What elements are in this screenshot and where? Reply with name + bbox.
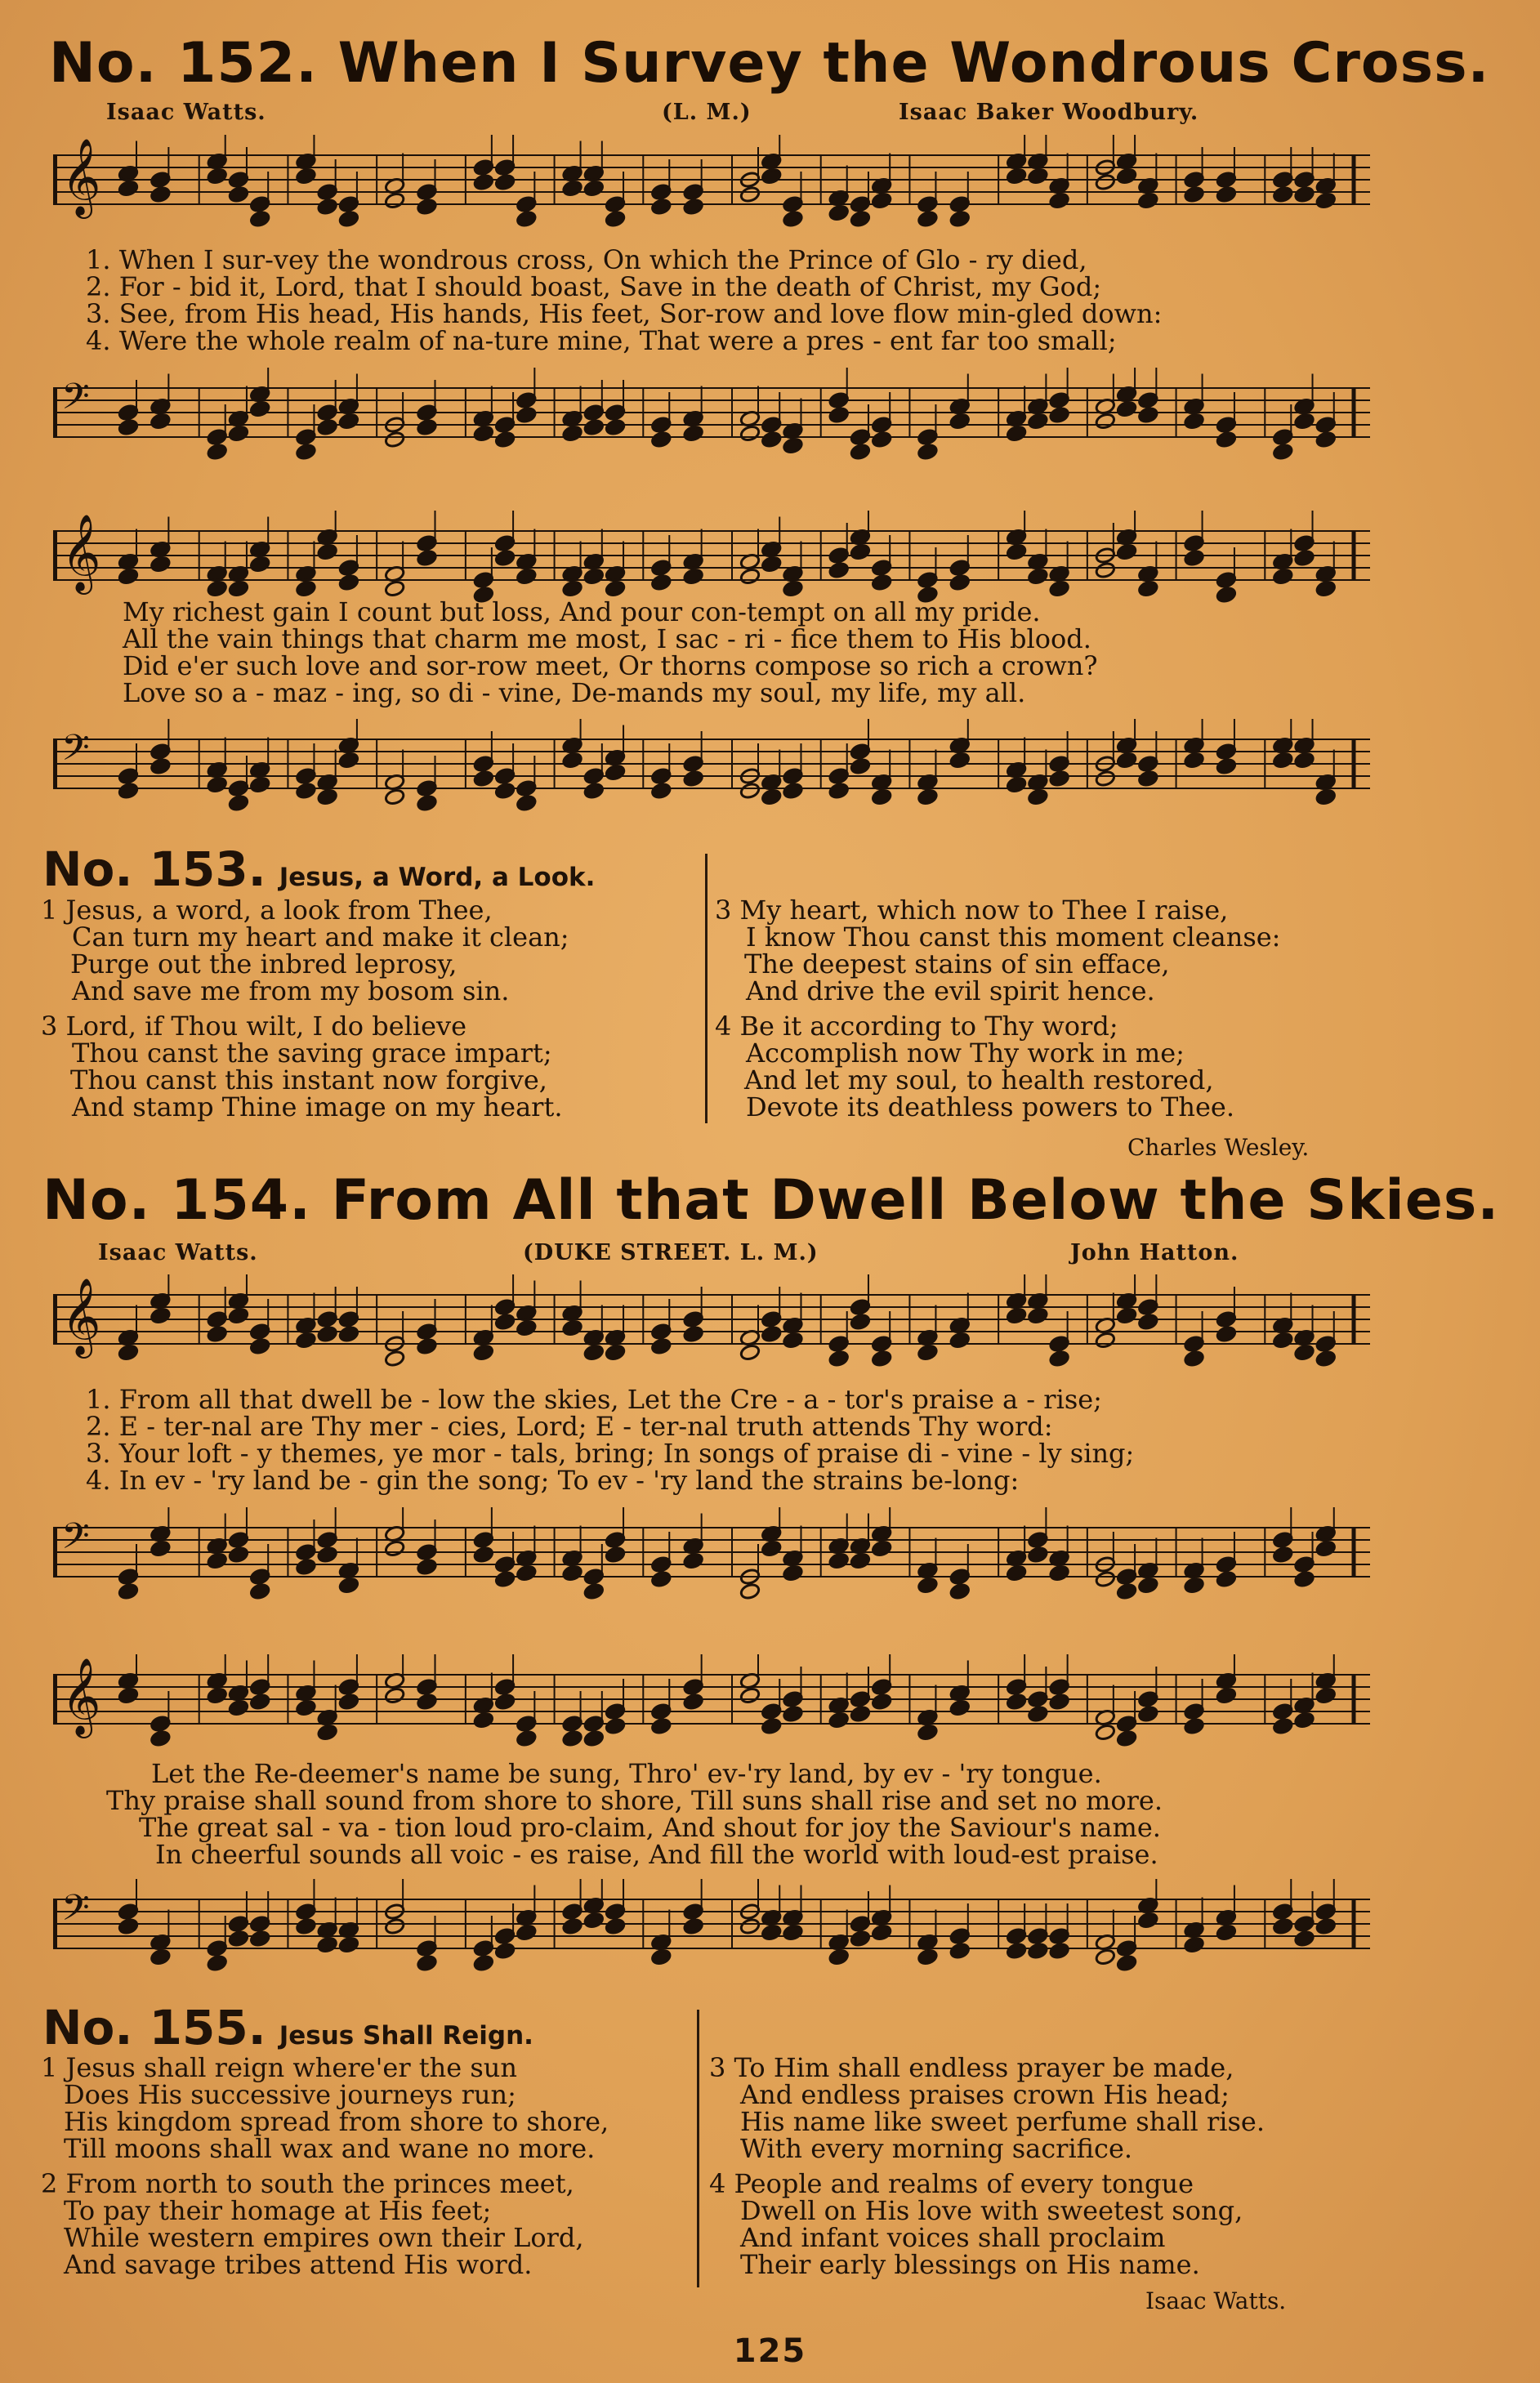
hymn-153-heading — [42, 841, 595, 897]
verse-line: His kingdom spread from shore to shore, — [64, 2106, 609, 2137]
hymn-155-number: No. 155. — [42, 2000, 266, 2055]
hymn-154-lyrics-2 — [106, 1760, 1381, 1868]
hymn-153-title: Jesus, a Word, a Look. — [279, 863, 596, 892]
lyric-line: Did e'er such love and sor-row meet, Or thorns compose so rich a crown? — [123, 650, 1098, 681]
hymn-154-title: No. 154. From All that Dwell Below the Skies. — [42, 1168, 1500, 1233]
verse-line: 3 To Him shall endless prayer be made, — [709, 2052, 1234, 2083]
hymn-154-bass-staff-2 — [53, 1879, 1370, 1973]
stanza — [41, 1013, 569, 1121]
stanza — [709, 2052, 1265, 2164]
verse-line: 4 Be it according to Thy word; — [715, 1011, 1118, 1042]
verse-line: I know Thou canst this moment cleanse: — [746, 922, 1281, 953]
lyric-line: 2. E - ter-nal are Thy mer - cies, Lord; E - ter-nal truth attends Thy word: — [86, 1411, 1053, 1442]
verse-line: While western empires own their Lord, — [64, 2222, 584, 2253]
hymn-154-music-author: John Hatton. — [1070, 1240, 1239, 1265]
hymn-152-title: No. 152. When I Survey the Wondrous Cross. — [49, 31, 1490, 96]
verse-line: And drive the evil spirit hence. — [746, 975, 1155, 1006]
hymn-152-words-author: Isaac Watts. — [106, 100, 266, 125]
hymn-152-bass-staff-2 — [53, 719, 1370, 813]
stanza — [41, 2168, 609, 2280]
stanza — [41, 2052, 609, 2164]
stanza — [709, 2168, 1265, 2280]
verse-line: Can turn my heart and make it clean; — [72, 922, 569, 953]
lyric-line: All the vain things that charm me most, I sac - ri - fice them to His blood. — [123, 623, 1091, 654]
verse-line: 4 People and realms of every tongue — [709, 2168, 1194, 2199]
column-divider — [697, 2010, 699, 2287]
hymn-154-credits — [98, 1240, 1315, 1273]
verse-line: The deepest stains of sin efface, — [744, 948, 1170, 980]
lyric-line: 4. In ev - 'ry land be - gin the song; To ev - 'ry land the strains be-long: — [86, 1465, 1020, 1496]
hymn-154-treble-staff-1 — [53, 1274, 1370, 1368]
lyric-line: 2. For - bid it, Lord, that I should boast, Save in the death of Christ, my God; — [86, 271, 1102, 302]
verse-line: And savage tribes attend His word. — [64, 2249, 533, 2280]
hymn-153-right-column — [715, 897, 1280, 1129]
verse-line: 1 Jesus shall reign where'er the sun — [41, 2052, 517, 2083]
stanza — [715, 897, 1280, 1005]
hymn-152-bass-staff-1 — [53, 368, 1370, 462]
verse-line: And let my soul, to health restored, — [744, 1064, 1214, 1096]
svg-text:𝄞: 𝄞 — [61, 514, 101, 591]
hymn-155-right-column — [709, 2052, 1265, 2287]
verse-line: And endless praises crown His head; — [740, 2079, 1230, 2110]
svg-text:𝄢: 𝄢 — [61, 726, 90, 778]
verse-line: And stamp Thine image on my heart. — [72, 1091, 563, 1122]
hymn-152-meter: (L. M.) — [662, 100, 752, 125]
lyric-line: In cheerful sounds all voic - es raise, And fill the world with loud-est praise. — [155, 1839, 1158, 1870]
stanza — [41, 897, 569, 1005]
lyric-line: 3. See, from His head, His hands, His feet, Sor-row and love flow min-gled down: — [86, 298, 1163, 329]
verse-line: And save me from my bosom sin. — [72, 975, 510, 1006]
hymn-154-meter: (DUKE STREET. L. M.) — [523, 1240, 819, 1265]
hymn-155-heading — [42, 2000, 533, 2055]
hymn-155-left-column — [41, 2052, 609, 2287]
page-number: 125 — [733, 2332, 807, 2370]
verse-line: 2 From north to south the princes meet, — [41, 2168, 574, 2199]
hymn-152-music-author: Isaac Baker Woodbury. — [899, 100, 1199, 125]
verse-line: Their early blessings on His name. — [740, 2249, 1200, 2280]
hymn-153-number: No. 153. — [42, 841, 266, 897]
svg-text:𝄞: 𝄞 — [61, 1658, 101, 1735]
verse-line: Thou canst this instant now forgive, — [70, 1064, 547, 1096]
verse-line: Thou canst the saving grace impart; — [72, 1038, 552, 1069]
lyric-line: 1. From all that dwell be - low the skies, Let the Cre - a - tor's praise a - rise; — [86, 1384, 1102, 1415]
verse-line: With every morning sacrifice. — [740, 2133, 1133, 2164]
verse-line: 1 Jesus, a word, a look from Thee, — [41, 895, 493, 926]
stanza — [715, 1013, 1280, 1121]
lyric-line: My richest gain I count but loss, And pour con-tempt on all my pride. — [123, 596, 1041, 627]
hymn-155-author: Isaac Watts. — [1145, 2287, 1287, 2314]
hymn-154-bass-staff-1 — [53, 1507, 1370, 1601]
hymn-154-treble-staff-2 — [53, 1654, 1370, 1748]
hymn-155-title: Jesus Shall Reign. — [279, 2021, 533, 2051]
lyric-line: The great sal - va - tion loud pro-claim, And shout for joy the Saviour's name. — [139, 1812, 1161, 1843]
lyric-line: Let the Re-deemer's name be sung, Thro' ev-'ry land, by ev - 'ry tongue. — [151, 1758, 1102, 1789]
lyric-line: 4. Were the whole realm of na-ture mine, That were a pres - ent far too small; — [86, 325, 1117, 356]
hymn-152-lyrics-1 — [86, 244, 1360, 356]
verse-line: His name like sweet perfume shall rise. — [740, 2106, 1265, 2137]
verse-line: And infant voices shall proclaim — [740, 2222, 1166, 2253]
svg-text:𝄞: 𝄞 — [61, 1278, 101, 1355]
verse-line: 3 My heart, which now to Thee I raise, — [715, 895, 1229, 926]
lyric-line: 3. Your loft - y themes, ye mor - tals, bring; In songs of praise di - vine - ly sing; — [86, 1438, 1135, 1469]
lyric-line: 1. When I sur-vey the wondrous cross, On which the Prince of Glo - ry died, — [86, 244, 1087, 275]
svg-text:𝄢: 𝄢 — [61, 1515, 90, 1566]
hymn-152-treble-staff-1 — [53, 135, 1370, 229]
svg-text:𝄢: 𝄢 — [61, 1886, 90, 1938]
verse-line: Accomplish now Thy work in me; — [746, 1038, 1185, 1069]
hymn-154-lyrics-1 — [86, 1386, 1360, 1494]
verse-line: Till moons shall wax and wane no more. — [64, 2133, 596, 2164]
verse-line: Does His successive journeys run; — [64, 2079, 516, 2110]
svg-text:𝄞: 𝄞 — [61, 138, 101, 216]
hymn-153-left-column — [41, 897, 569, 1129]
verse-line: To pay their homage at His feet; — [64, 2195, 492, 2226]
hymn-154-words-author: Isaac Watts. — [98, 1240, 258, 1265]
column-divider — [705, 854, 708, 1123]
hymn-152-lyrics-2 — [123, 596, 1397, 708]
verse-line: 3 Lord, if Thou wilt, I do believe — [41, 1011, 467, 1042]
hymn-152-treble-staff-2 — [53, 511, 1370, 605]
verse-line: Devote its deathless powers to Thee. — [746, 1091, 1235, 1122]
lyric-line: Thy praise shall sound from shore to shore, Till suns shall rise and set no more. — [106, 1785, 1163, 1816]
svg-text:𝄢: 𝄢 — [61, 375, 90, 426]
verse-line: Purge out the inbred leprosy, — [70, 948, 458, 980]
lyric-line: Love so a - maz - ing, so di - vine, De-mands my soul, my life, my all. — [123, 677, 1026, 708]
hymn-152-credits — [98, 100, 1315, 132]
hymn-153-author: Charles Wesley. — [1127, 1134, 1310, 1161]
verse-line: Dwell on His love with sweetest song, — [740, 2195, 1243, 2226]
